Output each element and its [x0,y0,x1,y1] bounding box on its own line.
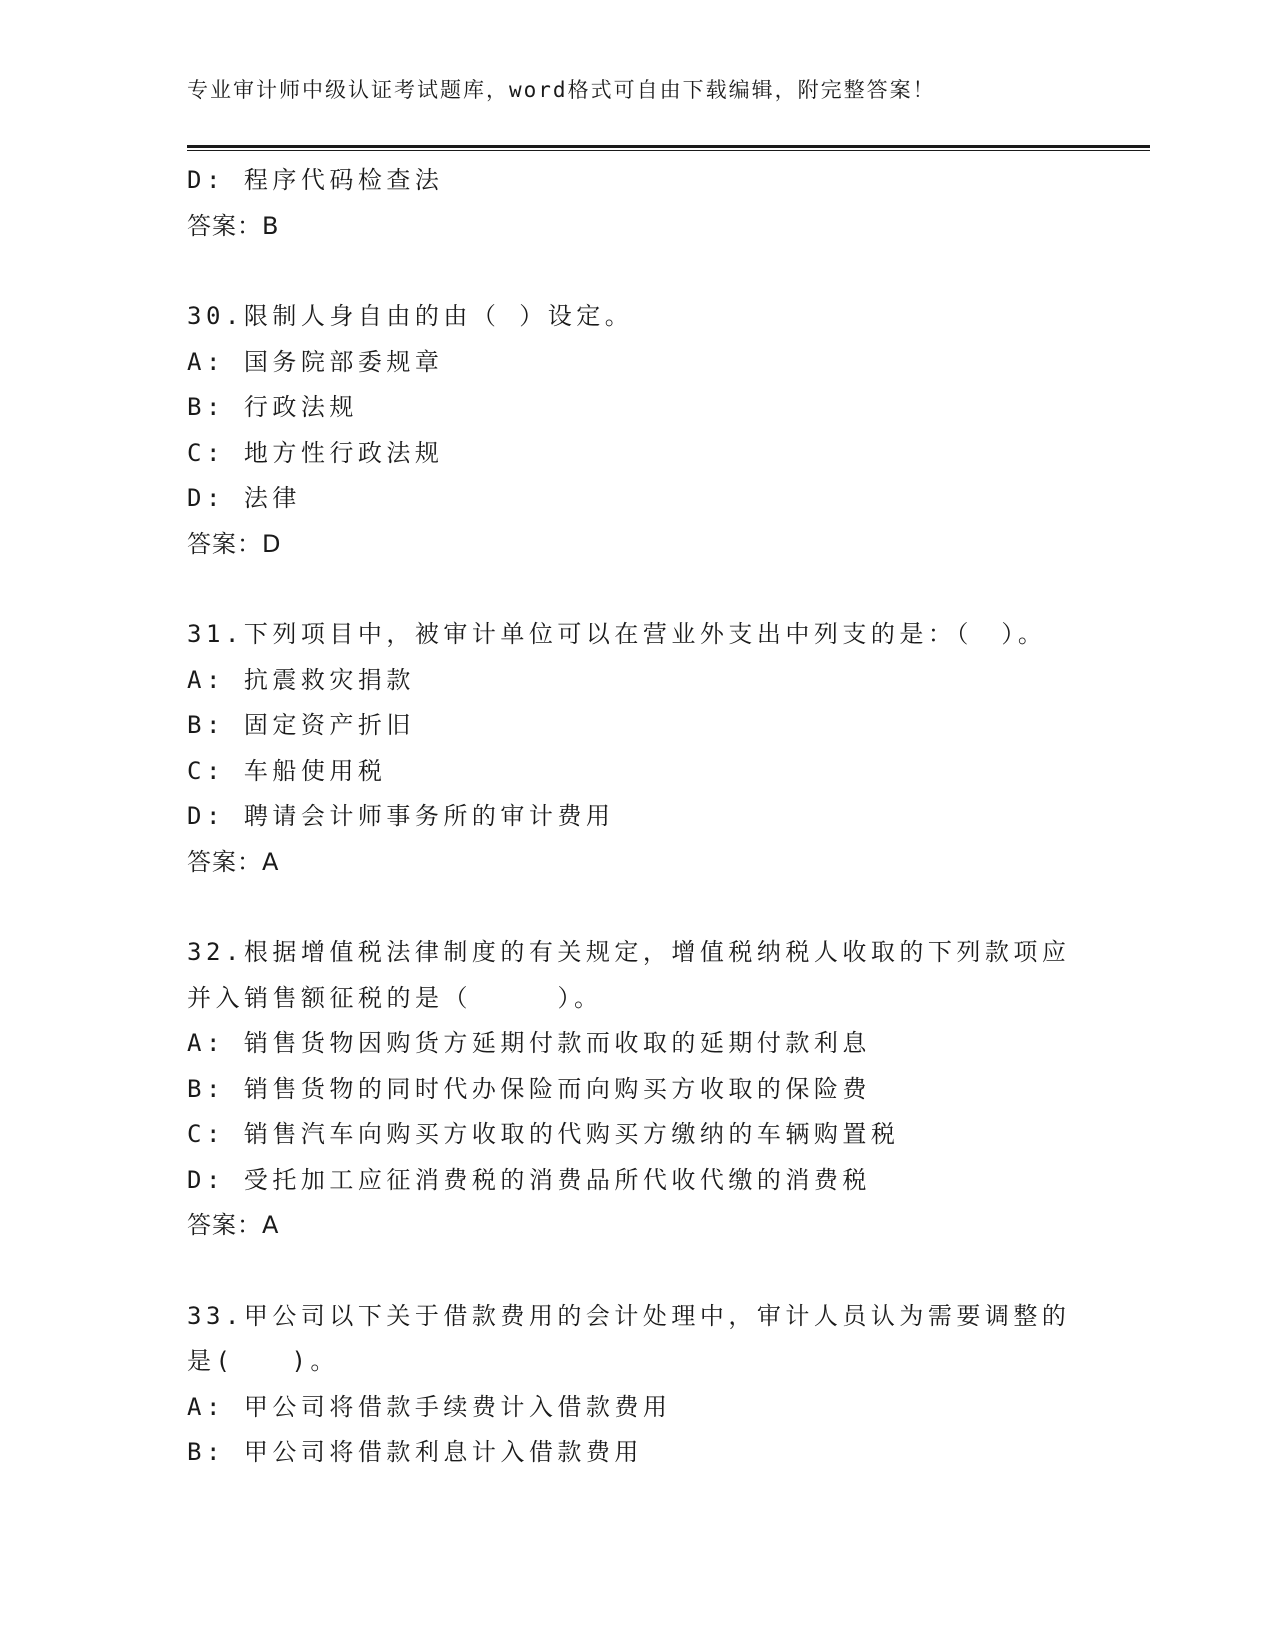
document-body [187,158,1087,1476]
option-d: D: 受托加工应征消费税的消费品所代收代缴的消费税 [187,1165,871,1194]
header-rule-thick [187,145,1150,148]
question-stem: 30.限制人身自由的由（ ）设定。 [187,302,634,330]
answer: 答案：B [187,211,280,240]
question-31 [187,612,1087,885]
question-stem-line-2: 是( )。 [187,1347,339,1375]
option-a: A: 销售货物因购货方延期付款而收取的延期付款利息 [187,1029,871,1057]
question-stem-line-2: 并入销售额征税的是（ ）。 [187,983,603,1012]
option-d: D: 法律 [187,484,301,512]
prev-question-tail [187,158,1087,249]
question-33 [187,1294,1087,1476]
question-32 [187,930,1087,1249]
option-a: A: 甲公司将借款手续费计入借款费用 [187,1392,672,1421]
page-header: 专业审计师中级认证考试题库，word格式可自由下载编辑，附完整答案！ [187,78,936,102]
question-stem-line-1: 33.甲公司以下关于借款费用的会计处理中，审计人员认为需要调整的 [187,1301,1071,1330]
option-d: D: 聘请会计师事务所的审计费用 [187,802,615,830]
option-c: C: 地方性行政法规 [187,438,444,467]
answer: 答案：D [187,529,282,558]
answer: 答案：A [187,1211,280,1239]
option-b: B: 行政法规 [187,393,358,421]
option-b: B: 销售货物的同时代办保险而向购买方收取的保险费 [187,1074,871,1103]
option-b: B: 甲公司将借款利息计入借款费用 [187,1438,643,1466]
question-stem-line-1: 32.根据增值税法律制度的有关规定，增值税纳税人收取的下列款项应 [187,938,1071,966]
option-a: A: 国务院部委规章 [187,347,444,376]
option-c: C: 销售汽车向购买方收取的代购买方缴纳的车辆购置税 [187,1120,900,1148]
question-30 [187,294,1087,567]
answer: 答案：A [187,847,280,876]
question-stem: 31.下列项目中，被审计单位可以在营业外支出中列支的是：（ ）。 [187,620,1047,648]
option-d: D: 程序代码检查法 [187,166,444,194]
option-a: A: 抗震救灾捐款 [187,665,415,694]
option-b: B: 固定资产折旧 [187,711,415,739]
option-c: C: 车船使用税 [187,756,387,785]
header-rule-thin [187,150,1150,151]
